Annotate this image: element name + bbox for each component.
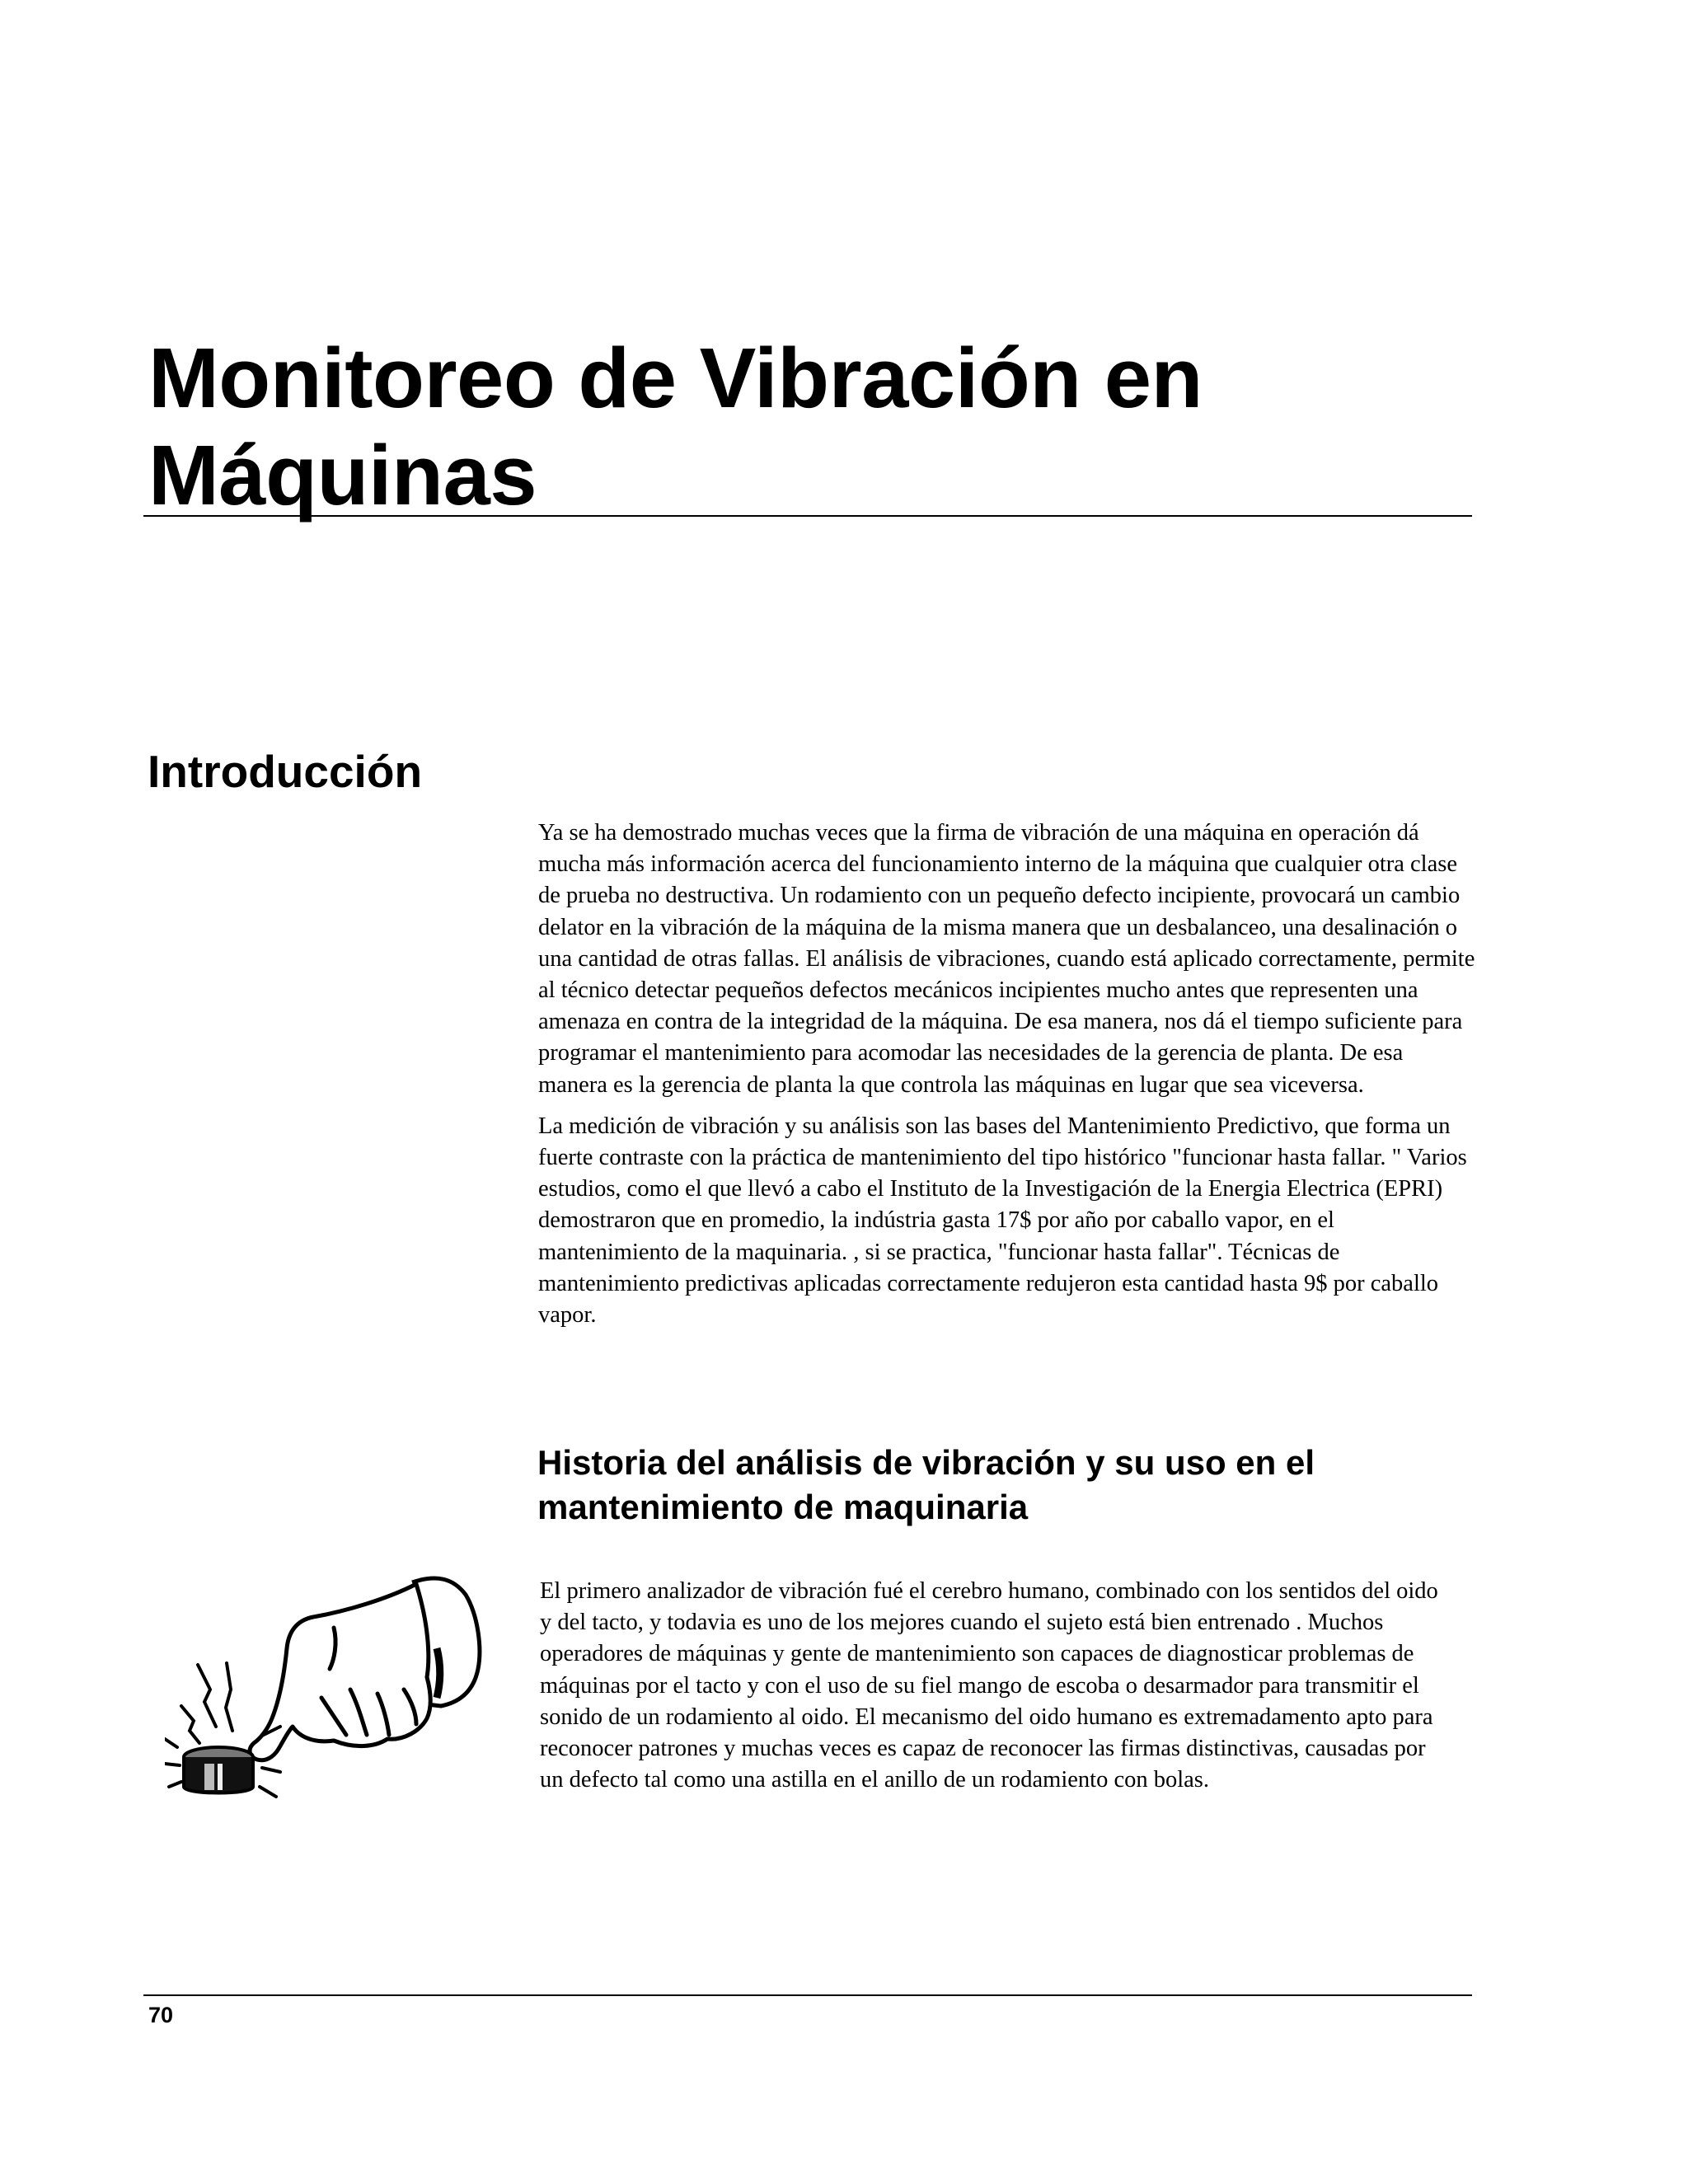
subsection-heading-line-2: mantenimiento de maquinaria: [537, 1488, 1029, 1526]
intro-paragraph-2: La medición de vibración y su análisis son las bases del Mantenimiento Predictivo, que forma un fuerte contraste con la práctica de mantenimiento del tipo histórico "funcionar hasta fallar. " Varios estudios, como el que llevó a cabo el Instituto de la Investigación de la Energia Electrica (EPRI) demostraron que en promedio, la indústria gasta 17$ por año por caballo vapor, en el mantenimiento de la maquinaria. , si se practica, "funcionar hasta fallar". Técnicas de mantenimiento predictivas aplicadas correctamente redujeron esta cantidad hasta 9$ por caballo vapor.: [538, 1113, 1467, 1329]
button-icon: [184, 1747, 253, 1793]
chapter-title-line-2: Máquinas: [148, 428, 537, 523]
chapter-title: [148, 330, 1467, 524]
chapter-title-line-1: Monitoreo de Vibración en: [148, 330, 1203, 425]
footer-rule: [143, 1994, 1472, 1996]
subsection-heading-historia: [537, 1441, 1444, 1530]
title-underline-rule: [143, 515, 1472, 517]
finger-pressing-button-illustration: [165, 1566, 511, 1813]
intro-paragraph-1: Ya se ha demostrado muchas veces que la firma de vibración de una máquina en operación dá mucha más información acerca del funcionamiento interno de la máquina que cualquier otra clase de prueba no destructiva. Un rodamiento con un pequeño defecto incipiente, provocará un cambio delator en la vibración de la máquina de la misma manera que un desbalanceo, una desalinación o una cantidad de otras fallas. El análisis de vibraciones, cuando está aplicado correctamente, permite al técnico detectar pequeños defectos mecánicos incipientes mucho antes que representen una amenaza en contra de la integridad de la máquina. De esa manera, nos dá el tiempo suficiente para programar el mantenimiento para acomodar las necesidades de la gerencia de planta. De esa manera es la gerencia de planta la que controla las máquinas en lugar que sea viceversa.: [538, 820, 1475, 1098]
section-heading-introduccion: Introducción: [148, 746, 423, 797]
pointing-hand-icon: [250, 1584, 430, 1760]
history-body: [540, 1576, 1447, 1806]
subsection-heading-line-1: Historia del análisis de vibración y su uso en el: [537, 1443, 1315, 1482]
page-number: 70: [148, 2003, 174, 2027]
history-paragraph: El primero analizador de vibración fué el cerebro humano, combinado con los sentidos del oido y del tacto, y todavia es uno de los mejores cuando el sujeto está bien entrenado . Muchos operadores de máquinas y gente de mantenimiento son capaces de diagnosticar problemas de máquinas por el tacto y con el uso de su fiel mango de escoba o desarmador para transmitir el sonido de un rodamiento al oido. El mecanismo del oido humano es extremadamento apto para reconocer patrones y muchas veces es capaz de reconocer las firmas distinctivas, causadas por un defecto tal como una astilla en el anillo de un rodamiento con bolas.: [540, 1578, 1438, 1793]
introduction-body: [538, 818, 1478, 1341]
